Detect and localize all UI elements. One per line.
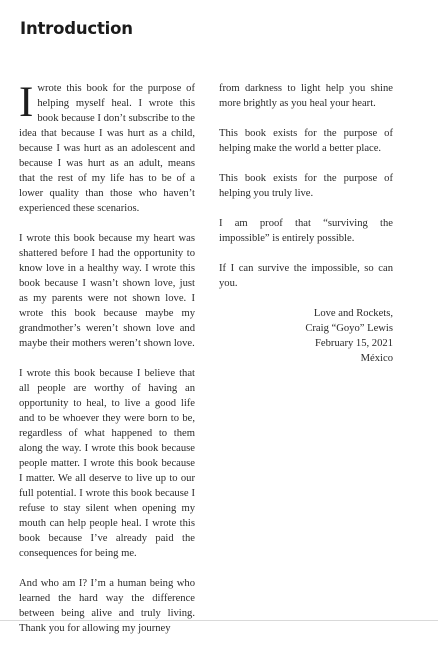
paragraph-worthy: I wrote this book because I believe that all people are worthy of having an opportunity to heal, to live a good life and to be whoever they were born to be, regardless of what happened to them along the way. I wrote this book because people matter. I wrote this book because I matter. We all deserve to live up to our full potential. I wrote this book because I refuse to stay silent when opening my mouth can help people heal. I wrote this book because I’ve already paid the consequences for being me. <box>19 368 195 559</box>
paragraph-heart: I wrote this book because my heart was shattered before I had the opportunity to know love in a healthy way. I wrote this book because I wasn’t shown love, just as my parents were not shown love. I wrote this book because maybe my grandmother’s weren’t shown love and maybe their mothers weren’t shown love. <box>19 233 195 349</box>
signature-closing: Love and Rockets, <box>313 308 393 319</box>
paragraph-opening <box>19 81 195 216</box>
paragraph-truly-live: This book exists for the purpose of helping you truly live. <box>219 173 393 199</box>
drop-cap: I <box>19 79 34 126</box>
page-title: Introduction <box>20 19 133 38</box>
paragraph-who-am-i: And who am I? I’m a human being who learned the hard way the difference between being alive and truly living. Thank you for allowing my journey <box>19 578 195 634</box>
paragraph-proof: I am proof that “surviving the impossible” is entirely possible. <box>219 218 393 244</box>
paragraph-opening-text: wrote this book for the purpose of helping myself heal. I wrote this book because I don’t subscribe to the idea that because I was hurt as a child, because I was hurt as an adolescent and because I was hurt as an adult, means that the rest of my life has to be of a lower quality than those who haven’t experienced these scenarios. <box>19 83 195 214</box>
signature-date: February 15, 2021 <box>315 338 393 349</box>
paragraph-better-place: This book exists for the purpose of helping make the world a better place. <box>219 128 393 154</box>
paragraph-so-can-you: If I can survive the impossible, so can you. <box>219 263 393 289</box>
signature-place: México <box>360 353 393 364</box>
paragraph-continuation: from darkness to light help you shine more brightly as you heal your heart. <box>219 83 393 109</box>
page-bottom-edge <box>0 620 438 621</box>
right-column <box>219 81 393 366</box>
signature-block <box>219 306 393 366</box>
left-column <box>19 81 195 651</box>
signature-author: Craig “Goyo” Lewis <box>305 323 393 334</box>
